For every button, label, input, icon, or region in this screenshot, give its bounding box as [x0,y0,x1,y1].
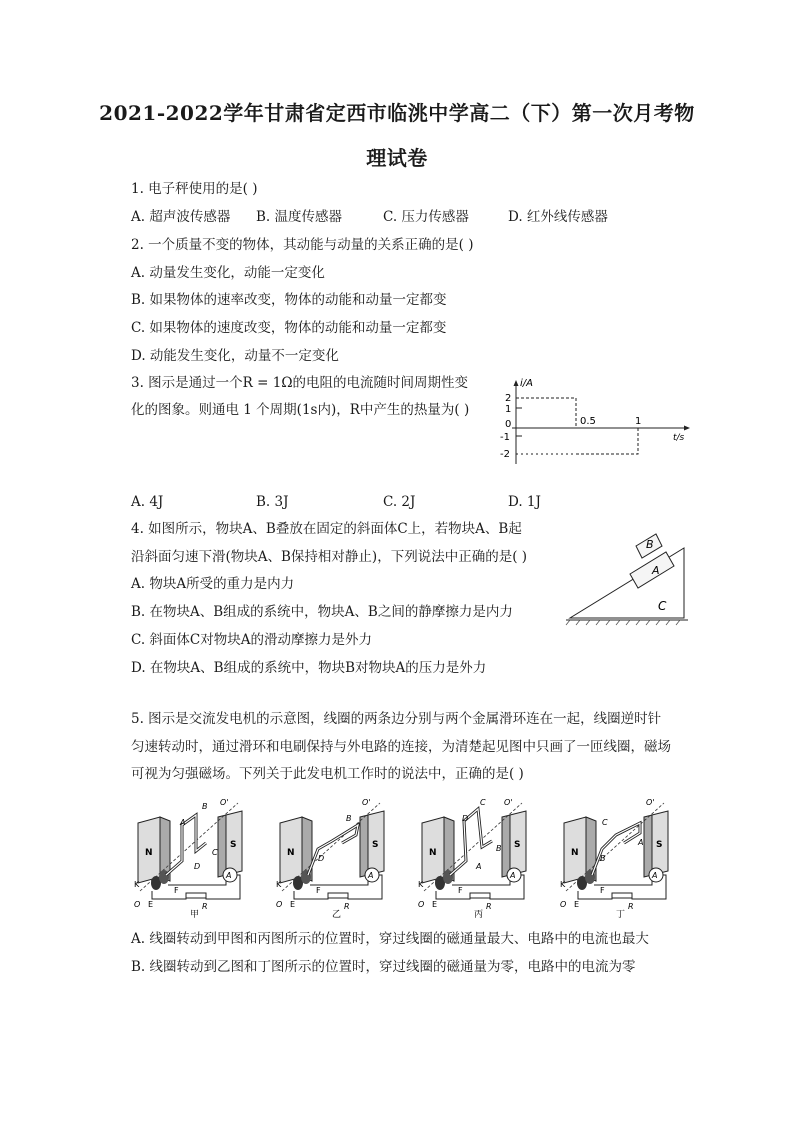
q3-ytick-1: 1 [505,404,512,415]
svg-text:C: C [212,848,218,857]
q3-option-d: D. 1J [508,494,541,510]
q3-ytick-2: 2 [505,393,512,404]
q5-option-b: B. 线圈转动到乙图和丁图所示的位置时，穿过线圈的磁通量为零，电路中的电流为零 [131,959,636,975]
q3-stem-line1: 3. 图示是通过一个R = 1Ω的电阻的电流随时间周期性变 [131,375,469,391]
q3-option-b: B. 3J [256,494,289,510]
exam-title-line2: 理试卷 [366,146,428,170]
svg-text:D: D [194,862,201,871]
svg-text:A: A [180,818,186,827]
q3-ytick-minus2: -2 [500,449,510,460]
svg-text:D: D [318,854,325,863]
q3-stem-line2: 化的图象。则通电 1 个周期(1s内)，R中产生的热量为( ) [131,402,470,418]
q4-stem-line1: 4. 如图所示，物块A、B叠放在固定的斜面体C上，若物块A、B起 [131,521,522,537]
q4-option-d: D. 在物块A、B组成的系统中，物块B对物块A的压力是外力 [131,660,487,676]
q3-ytick-0: 0 [505,419,512,430]
q1-option-a: A. 超声波传感器 [131,209,231,225]
q5-stem-line1: 5. 图示是交流发电机的示意图，线圈的两条边分别与两个金属滑环连在一起，线圈逆时针 [131,711,662,727]
q1-stem: 1. 电子秤使用的是( ) [131,181,258,197]
caption-jia: 甲 [190,910,200,920]
svg-text:B: B [600,854,606,863]
q3-option-c: C. 2J [383,494,416,510]
q2-option-d: D. 动能发生变化，动量不一定变化 [131,348,339,364]
q3-negative-pulse [576,428,638,454]
q5-generator-figures [130,795,680,920]
q5-stem-line2: 匀速转动时，通过滑环和电刷保持与外电路的连接，为清楚起见图中只画了一匝线圈，磁场 [131,739,671,755]
caption-ding: 丁 [616,910,626,920]
q5-option-a: A. 线圈转动到甲图和丙图所示的位置时，穿过线圈的磁通量最大、电路中的电流也最大 [131,931,649,947]
q1-option-b: B. 温度传感器 [256,209,343,225]
q1-option-c: C. 压力传感器 [383,209,469,225]
q3-option-a: A. 4J [131,494,164,510]
q3-xtick-1: 1 [635,416,642,427]
q4-stem-line2: 沿斜面匀速下滑(物块A、B保持相对静止)，下列说法中正确的是( ) [131,549,528,565]
svg-text:C: C [602,818,608,827]
q3-xlabel: t/s [673,433,685,443]
caption-bing: 丙 [474,910,484,920]
svg-text:A: A [638,838,644,847]
q1-option-d: D. 红外线传感器 [508,209,608,225]
q4-option-c: C. 斜面体C对物块A的滑动摩擦力是外力 [131,632,373,648]
label-a: A [652,564,660,577]
figure-yi [276,798,384,920]
q3-positive-pulse [516,398,576,428]
ground-hatch [566,620,680,625]
q2-option-b: B. 如果物体的速率改变，物体的动能和动量一定都变 [131,292,447,308]
q5-stem-line3: 可视为匀强磁场。下列关于此发电机工作时的说法中，正确的是( ) [131,766,524,782]
svg-text:B: B [346,814,352,823]
q2-option-c: C. 如果物体的速度改变，物体的动能和动量一定都变 [131,320,447,336]
svg-text:A: A [476,862,482,871]
exam-title-line1: 2021-2022学年甘肃省定西市临洮中学高二（下）第一次月考物 [99,101,695,125]
figure-ding [560,798,668,920]
q3-x-axis-arrow [684,426,690,431]
figure-bing [418,798,526,920]
q4-option-a: A. 物块A所受的重力是内力 [131,576,295,592]
label-b: B [646,538,654,551]
svg-text:C: C [480,798,486,807]
q4-incline-diagram [562,528,692,632]
label-c: C [658,599,667,613]
figure-jia [134,798,242,920]
q3-y-axis-arrow [514,380,519,386]
q2-option-a: A. 动量发生变化，动能一定变化 [131,265,325,281]
svg-text:B: B [202,802,208,811]
q4-option-b: B. 在物块A、B组成的系统中，物块A、B之间的静摩擦力是内力 [131,604,513,620]
q3-xtick-0-5: 0.5 [580,416,596,427]
caption-yi: 乙 [332,910,342,920]
q3-ylabel: i/A [520,378,533,389]
svg-text:B: B [496,844,502,853]
q2-stem: 2. 一个质量不变的物体，其动能与动量的关系正确的是( ) [131,237,474,253]
q3-ytick-minus1: -1 [500,432,510,443]
q3-current-time-graph [498,376,698,468]
svg-text:D: D [462,814,469,823]
